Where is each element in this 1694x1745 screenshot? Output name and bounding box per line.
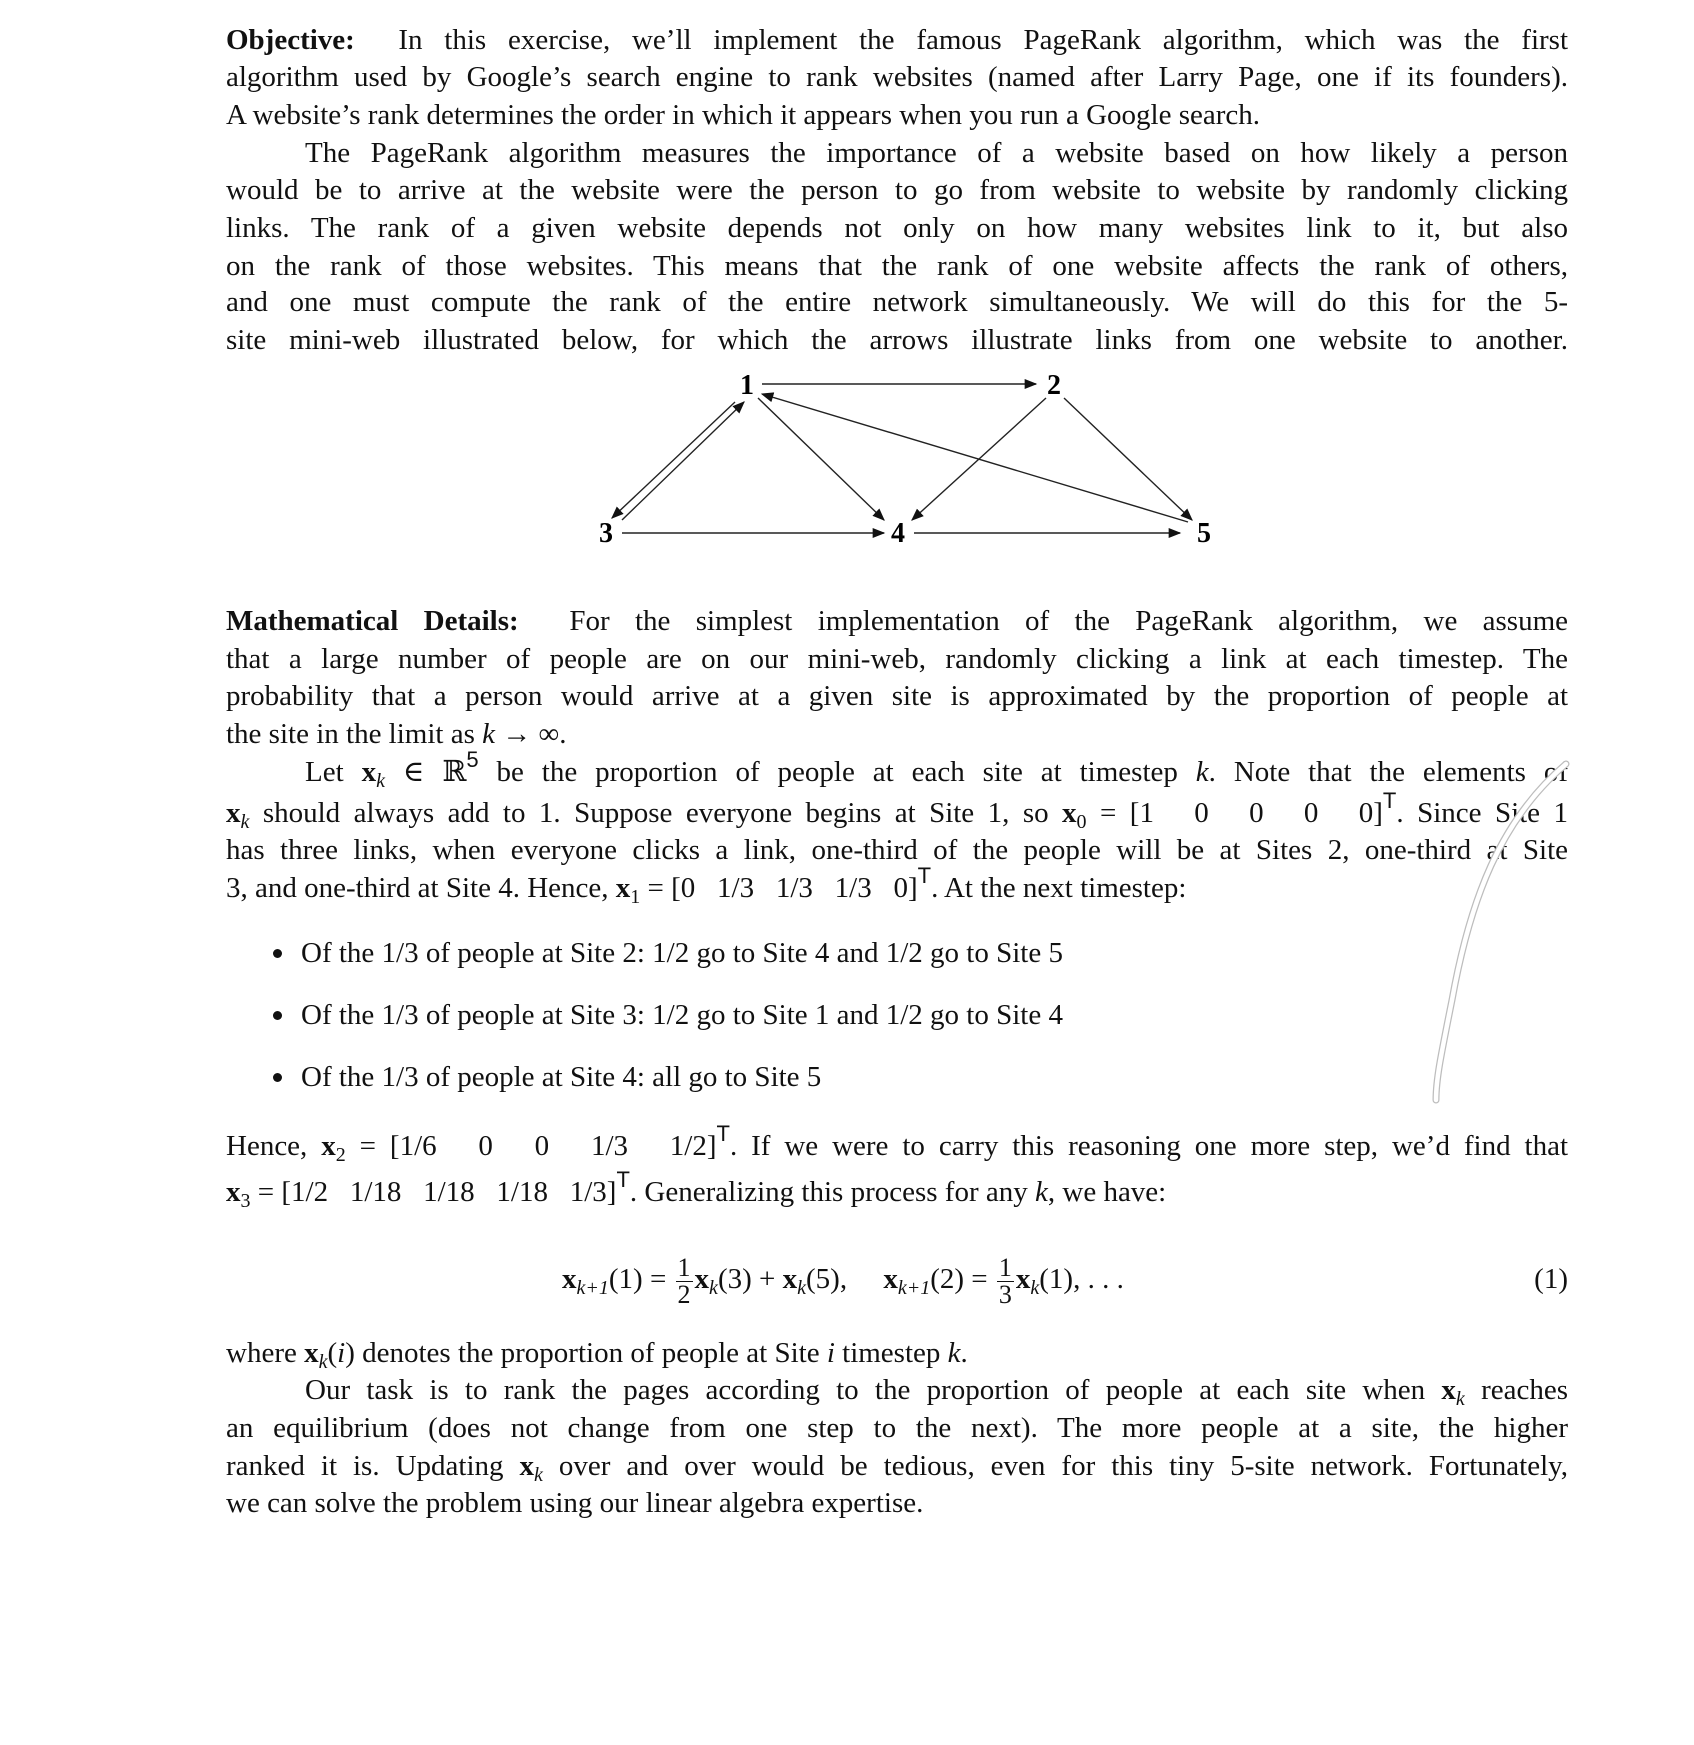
text-run: reaches xyxy=(1464,1374,1568,1407)
math-run: k xyxy=(1455,1388,1465,1411)
vector-x: x xyxy=(1062,796,1077,829)
edge-1-to-4 xyxy=(758,398,884,520)
text-run: the site in the limit as xyxy=(226,717,483,750)
math-run: i xyxy=(826,1336,835,1369)
text-run: timestep xyxy=(834,1336,948,1369)
text-run: and one must compute the rank of the entire network simultaneously. We will do this for the 5- xyxy=(226,286,1568,319)
math-run: k xyxy=(947,1336,961,1369)
math-run: k xyxy=(797,1277,806,1299)
text-run: be the proportion of people at each site at timestep xyxy=(478,755,1196,788)
text-run: has three links, when everyone clicks a link, one-third of the people will be at Sites 2, one-third at Site xyxy=(226,834,1568,867)
node-2: 2 xyxy=(1047,370,1061,401)
text-run: The PageRank algorithm measures the importance of a website based on how likely a person xyxy=(305,136,1568,169)
vector-x: x xyxy=(226,796,241,829)
denominator: 2 xyxy=(677,1279,691,1309)
math-run: k xyxy=(1035,1176,1048,1209)
text-run: (1), . . . xyxy=(1039,1263,1124,1295)
fraction xyxy=(676,1252,693,1309)
bullet-item xyxy=(301,1058,1301,1096)
math-run: k xyxy=(1195,755,1209,788)
vector-x: x xyxy=(883,1263,898,1295)
math-run: k xyxy=(709,1277,718,1299)
vector-x: x xyxy=(694,1263,710,1295)
text-run: Of the 1/3 of people at Site 2: 1/2 go to Site 4 and 1/2 go to Site 5 xyxy=(301,937,1063,970)
math-run: T xyxy=(917,862,932,888)
math-details-line xyxy=(226,787,1568,833)
node-3: 3 xyxy=(599,518,613,549)
vector-x: x xyxy=(321,1129,336,1162)
equation-number: (1) xyxy=(1534,1263,1568,1295)
text-run: algorithm used by Google’s search engine to rank websites (named after Larry Page, one if its founders). xyxy=(226,61,1568,94)
equation-1 xyxy=(562,1244,1124,1314)
math-details-line xyxy=(226,862,1568,908)
closing-line xyxy=(226,1447,1568,1485)
math-details-line xyxy=(226,715,1568,753)
bullet-icon xyxy=(273,1011,282,1020)
text-run: Of the 1/3 of people at Site 3: 1/2 go to Site 1 and 1/2 go to Site 4 xyxy=(301,999,1063,1032)
math-run: k+1 xyxy=(897,1277,931,1299)
vector-x: x xyxy=(782,1263,798,1295)
text-run: ∈ ℝ xyxy=(384,755,467,788)
bold-heading: Objective: xyxy=(226,23,355,56)
numerator: 1 xyxy=(677,1252,691,1282)
edge-1-to-3 xyxy=(612,402,735,518)
vector-x: x xyxy=(304,1336,319,1369)
math-run: k+1 xyxy=(576,1277,609,1299)
vector-x: x xyxy=(1015,1263,1031,1295)
fraction xyxy=(997,1252,1014,1309)
hence-line xyxy=(226,1167,1568,1213)
hence-line xyxy=(226,1120,1568,1166)
text-run: that a large number of people are on our mini-web, randomly clicking a link at each timestep. The xyxy=(226,642,1568,675)
math-run: T xyxy=(1382,787,1397,813)
text-run: probability that a person would arrive at a given site is approximated by the proportion of people at xyxy=(226,680,1568,713)
text-run: . xyxy=(960,1336,968,1369)
node-5: 5 xyxy=(1197,518,1211,549)
vector-x: x xyxy=(562,1263,577,1295)
math-run: k xyxy=(534,1463,543,1486)
bullet-item xyxy=(301,934,1301,972)
text-run: would be to arrive at the website were the person to go from website to website by randomly clicking xyxy=(226,174,1568,207)
text-run: Let xyxy=(305,755,362,788)
text-run: For the simplest implementation of the PageRank algorithm, we assume xyxy=(518,605,1569,638)
edge-3-to-1 xyxy=(622,402,744,520)
text-run: . Generalizing this process for any xyxy=(629,1176,1035,1209)
text-run: an equilibrium (does not change from one step to the next). The more people at a site, the higher xyxy=(226,1412,1568,1445)
edge-5-to-1 xyxy=(762,394,1188,522)
text-run: In this exercise, we’ll implement the famous PageRank algorithm, which was the first xyxy=(354,23,1568,56)
edge-2-to-4 xyxy=(912,398,1046,520)
text-run: . If we were to carry this reasoning one more step, we’d find that xyxy=(729,1129,1568,1162)
denominator: 3 xyxy=(998,1279,1012,1309)
vector-x: x xyxy=(361,755,377,788)
text-run: . Note that the elements of xyxy=(1208,755,1568,788)
text-run: (2) = xyxy=(930,1263,995,1295)
text-run: links. The rank of a given website depends not only on how many websites link to it, but also xyxy=(226,212,1568,245)
text-run: (5), xyxy=(806,1263,884,1295)
text-run: Hence, xyxy=(226,1129,322,1162)
math-run: T xyxy=(616,1167,630,1193)
text-run: on the rank of those websites. This means that the rank of one website affects the rank of others, xyxy=(226,249,1568,282)
vector-x: x xyxy=(1441,1374,1456,1407)
vector-x: x xyxy=(615,871,631,904)
vector-x: x xyxy=(519,1449,535,1482)
network-diagram xyxy=(0,0,1694,700)
text-run: , we have: xyxy=(1047,1176,1167,1209)
text-run: site mini-web illustrated below, for which the arrows illustrate links from one website to another. xyxy=(226,323,1568,356)
text-run: (3) + xyxy=(717,1263,783,1295)
node-1: 1 xyxy=(740,370,754,401)
math-run: k xyxy=(1030,1277,1040,1299)
text-run: . Since Site 1 xyxy=(1396,796,1568,829)
math-details-line xyxy=(226,831,1568,869)
math-run: 1 xyxy=(630,885,641,908)
closing-line xyxy=(226,1484,1568,1522)
closing-line xyxy=(305,1371,1568,1409)
text-run: Of the 1/3 of people at Site 4: all go to Site 5 xyxy=(301,1061,822,1094)
bullet-icon xyxy=(273,949,282,958)
text-run: = [1/6 0 0 1/3 1/2] xyxy=(345,1129,717,1162)
math-run: i xyxy=(337,1336,346,1369)
text-run: over and over would be tedious, even for this tiny 5-site network. Fortunately, xyxy=(542,1449,1568,1482)
text-run: (1) = xyxy=(608,1263,674,1295)
vector-x: x xyxy=(226,1176,241,1209)
math-run: k xyxy=(376,769,385,792)
math-run: k xyxy=(240,810,250,833)
text-run: = [0 1/3 1/3 1/3 0] xyxy=(640,871,918,904)
math-run: k xyxy=(318,1350,328,1373)
math-details-line xyxy=(305,746,1568,792)
text-run: ( xyxy=(327,1336,338,1369)
text-run: we can solve the problem using our linear algebra expertise. xyxy=(226,1487,924,1520)
text-run: = [1/2 1/18 1/18 1/18 1/3] xyxy=(250,1176,617,1209)
text-run: A website’s rank determines the order in which it appears when you run a Google search. xyxy=(226,99,1261,132)
closing-line xyxy=(226,1334,1568,1372)
text-run: ) denotes the proportion of people at Site xyxy=(345,1336,827,1369)
math-run: 0 xyxy=(1076,810,1087,833)
text-run: = [1 0 0 0 0] xyxy=(1086,796,1383,829)
math-run: 3 xyxy=(240,1190,251,1213)
text-run: 3, and one-third at Site 4. Hence, xyxy=(226,871,616,904)
text-run: . At the next timestep: xyxy=(931,871,1187,904)
math-run: 2 xyxy=(335,1143,346,1166)
text-run: Our task is to rank the pages according to the proportion of people at each site when xyxy=(305,1374,1442,1407)
text-run: → ∞. xyxy=(495,717,567,750)
bullet-item xyxy=(301,996,1301,1034)
text-run: ranked it is. Updating xyxy=(226,1449,520,1482)
node-4: 4 xyxy=(891,518,905,549)
math-run: 5 xyxy=(466,746,479,772)
math-run: T xyxy=(716,1120,730,1146)
text-run: should always add to 1. Suppose everyone begins at Site 1, so xyxy=(249,796,1063,829)
math-run: k xyxy=(482,717,496,750)
text-run: where xyxy=(226,1336,305,1369)
closing-line xyxy=(226,1409,1568,1447)
numerator: 1 xyxy=(998,1252,1012,1282)
bold-heading: Mathematical Details: xyxy=(226,605,519,638)
edge-2-to-5 xyxy=(1064,398,1192,520)
bullet-icon xyxy=(273,1073,282,1082)
